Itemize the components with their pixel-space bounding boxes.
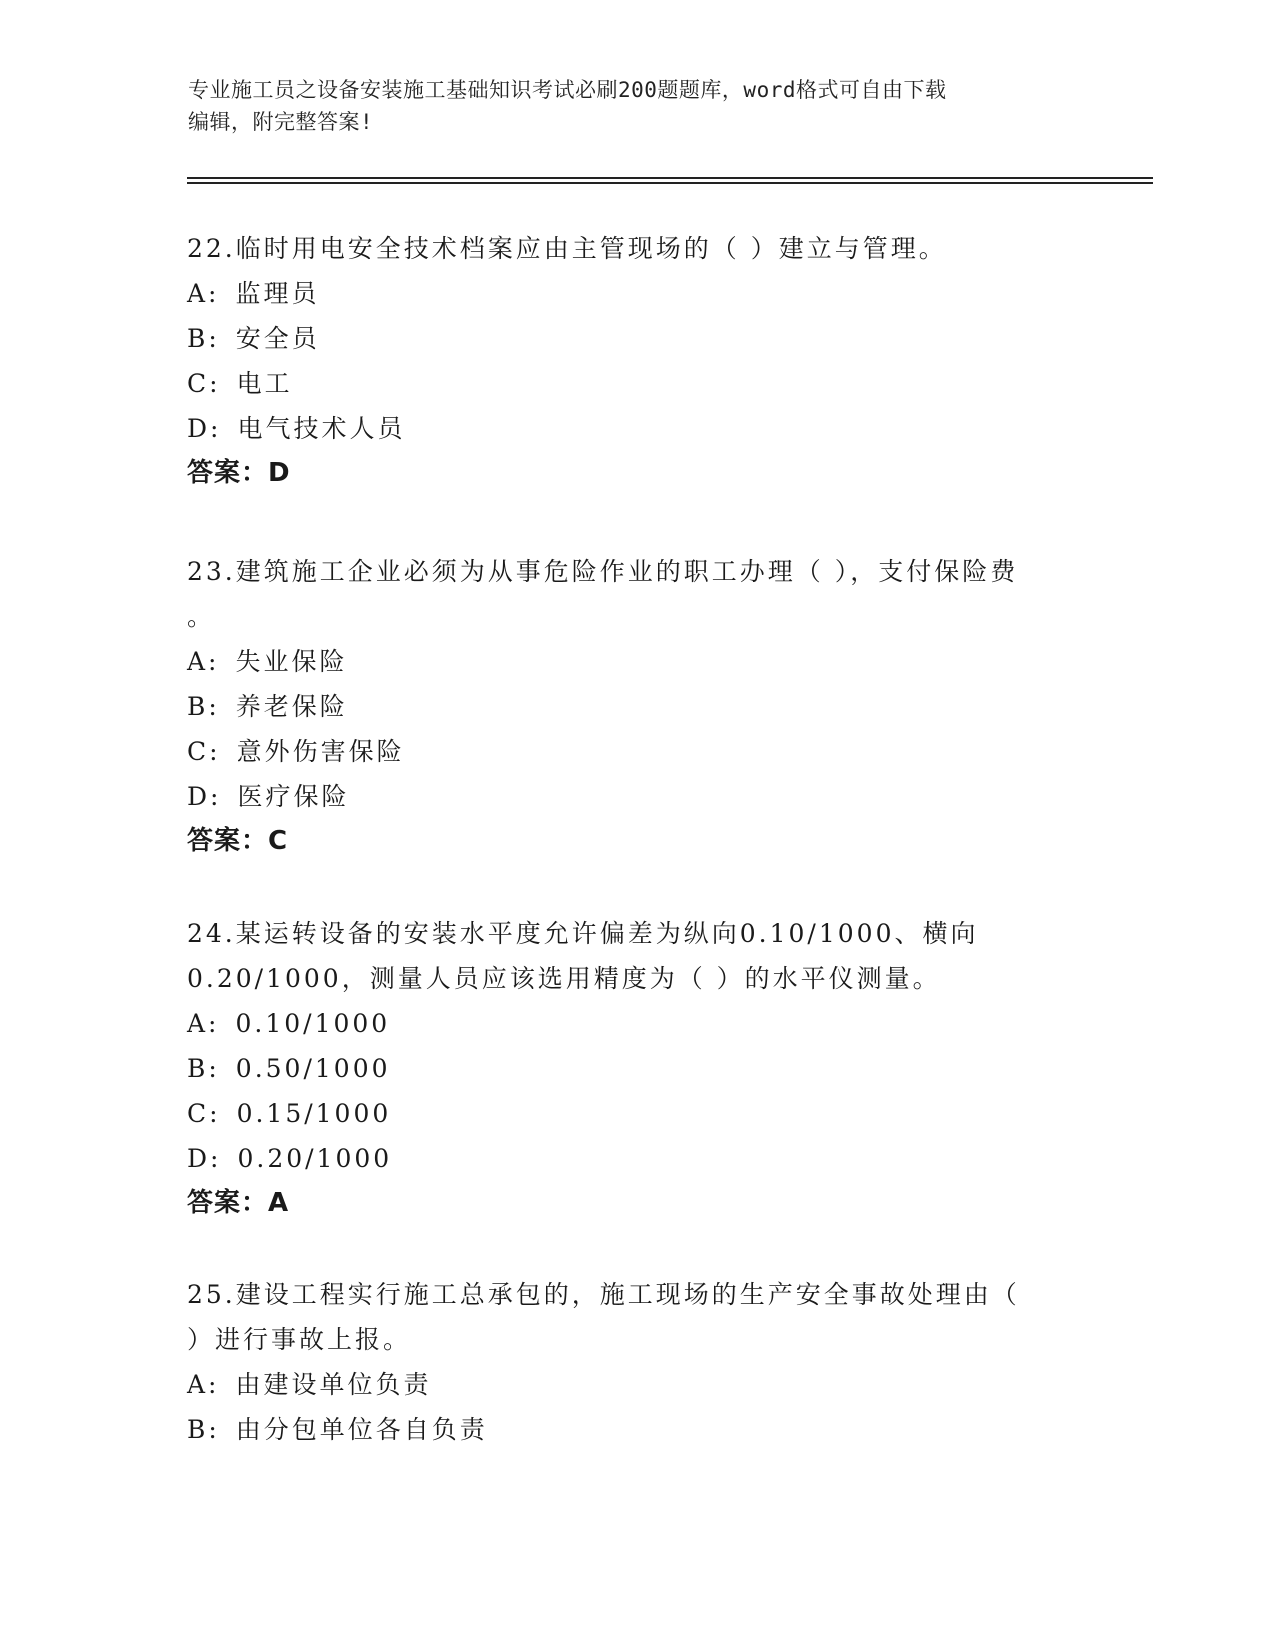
option-text: 由建设单位负责 (235, 1370, 432, 1399)
option-text: 养老保险 (235, 692, 348, 721)
option-letter: A: (187, 647, 220, 676)
header-divider-bottom (187, 182, 1153, 184)
option-text: 由分包单位各自负责 (235, 1415, 488, 1444)
option-text: 安全员 (235, 324, 320, 353)
option-d (187, 406, 1067, 451)
option-letter: D: (187, 782, 222, 811)
option-c (187, 729, 1067, 774)
option-letter: B: (187, 692, 220, 721)
option-letter: C: (187, 737, 221, 766)
question-24 (187, 911, 1067, 1226)
option-a (187, 271, 1067, 316)
answer-label: 答案：C (187, 826, 289, 856)
option-c (187, 361, 1067, 406)
option-letter: A: (187, 1009, 220, 1038)
option-text: 0.50/1000 (235, 1054, 391, 1083)
question-22 (187, 226, 1067, 496)
option-letter: B: (187, 1415, 220, 1444)
option-text: 电气技术人员 (237, 414, 406, 443)
option-letter: D: (187, 414, 222, 443)
option-letter: B: (187, 324, 220, 353)
header-line-2: 编辑，附完整答案! (188, 110, 374, 134)
option-text: 电工 (236, 369, 293, 398)
question-stem: 24.某运转设备的安装水平度允许偏差为纵向0.10/1000、横向 (187, 919, 979, 948)
option-text: 失业保险 (235, 647, 348, 676)
question-stem: 22.临时用电安全技术档案应由主管现场的（ ）建立与管理。 (187, 234, 947, 263)
option-b (187, 1046, 1067, 1091)
header-line-1: 专业施工员之设备安装施工基础知识考试必刷200题题库，word格式可自由下载 (188, 78, 947, 102)
question-stem-continued: ）进行事故上报。 (187, 1325, 412, 1354)
option-text: 0.15/1000 (236, 1099, 392, 1128)
question-stem-continued: 0.20/1000，测量人员应该选用精度为（ ）的水平仪测量。 (187, 964, 941, 993)
option-letter: A: (187, 279, 220, 308)
option-letter: D: (187, 1144, 222, 1173)
option-d (187, 1136, 1067, 1181)
question-stem-continued: 。 (187, 602, 216, 631)
header-divider-top (187, 177, 1153, 179)
option-letter: A: (187, 1370, 220, 1399)
option-a (187, 1001, 1067, 1046)
option-a (187, 639, 1067, 684)
option-d (187, 774, 1067, 819)
answer-label: 答案：A (187, 1188, 290, 1218)
option-b (187, 684, 1067, 729)
document-header (188, 74, 1088, 138)
option-c (187, 1091, 1067, 1136)
option-letter: B: (187, 1054, 220, 1083)
question-stem: 23.建筑施工企业必须为从事危险作业的职工办理（ ），支付保险费 (187, 557, 1019, 586)
option-text: 意外伤害保险 (236, 737, 405, 766)
question-25 (187, 1272, 1067, 1452)
answer-label: 答案：D (187, 458, 291, 488)
option-b (187, 1407, 1067, 1452)
option-text: 0.20/1000 (237, 1144, 393, 1173)
option-text: 0.10/1000 (235, 1009, 391, 1038)
option-a (187, 1362, 1067, 1407)
option-letter: C: (187, 369, 221, 398)
question-23 (187, 549, 1067, 864)
option-text: 监理员 (235, 279, 320, 308)
option-letter: C: (187, 1099, 221, 1128)
option-b (187, 316, 1067, 361)
option-text: 医疗保险 (237, 782, 350, 811)
question-stem: 25.建设工程实行施工总承包的，施工现场的生产安全事故处理由（ (187, 1280, 1020, 1309)
